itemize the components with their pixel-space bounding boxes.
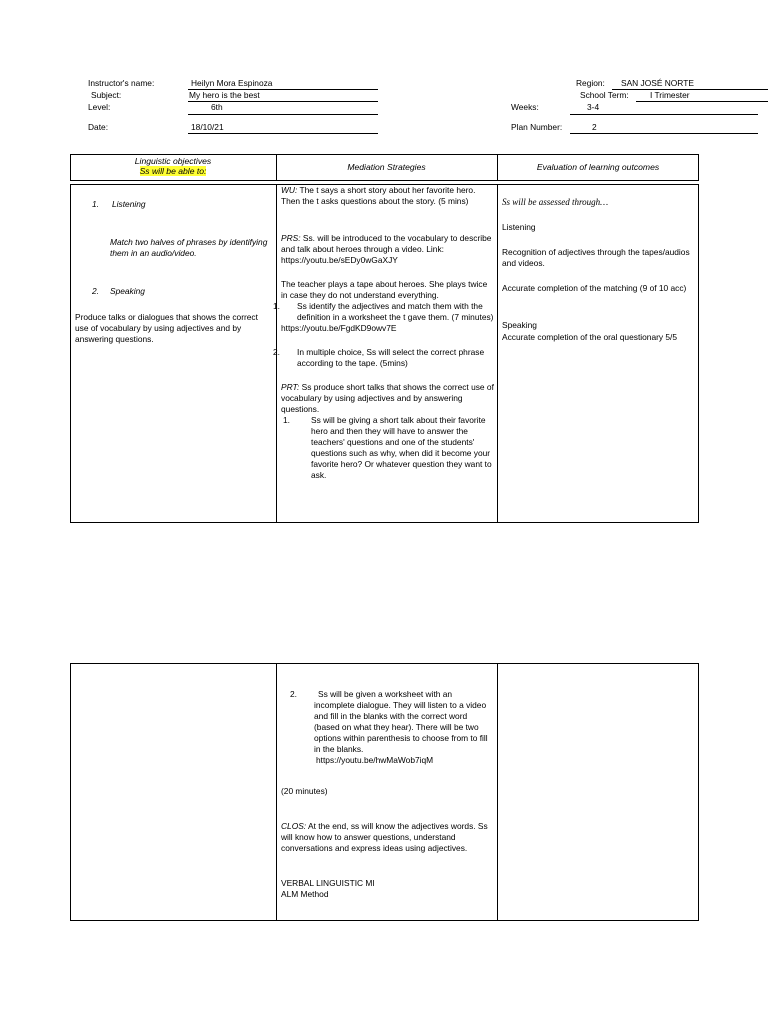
prt-paragraph	[281, 382, 494, 415]
date-label: Date:	[88, 122, 109, 132]
tape-paragraph: The teacher plays a tape about heroes. She plays twice in case they do not understand everything.	[281, 279, 488, 300]
speaking-number: 2.	[92, 286, 99, 296]
step1-text: Ss identify the adjectives and match them with the definition in a worksheet the t gave them. (7 minutes)	[297, 301, 494, 322]
prt-tag: PRT:	[281, 382, 300, 392]
page2-step2	[290, 689, 494, 755]
speaking-description: Produce talks or dialogues that shows the correct use of vocabulary by using adjectives and by answering questions.	[75, 312, 258, 344]
page2-minutes: (20 minutes)	[281, 786, 328, 796]
assessed-through: Ss will be assessed through…	[502, 197, 609, 207]
clos-text: At the end, ss will know the adjectives words. Ss will know how to answer questions, understand conversations and express ideas using adjectives.	[281, 821, 488, 853]
instructor-value: Heilyn Mora Espinoza	[191, 78, 273, 88]
plan-value: 2	[592, 122, 597, 132]
subject-value: My hero is the best	[189, 90, 260, 100]
verbal-linguistic-mi: VERBAL LINGUISTIC MI	[281, 878, 375, 888]
prt-text: Ss produce short talks that shows the correct use of vocabulary by using adjectives and by answering questions.	[281, 382, 494, 414]
weeks-label: Weeks:	[511, 102, 539, 112]
plan-label: Plan Number:	[511, 122, 563, 132]
listening-number: 1.	[92, 199, 99, 209]
term-underline	[636, 101, 768, 102]
eval-recognition: Recognition of adjectives through the tapes/audios and videos.	[502, 247, 690, 268]
body-divider-2	[497, 184, 498, 523]
prt1-number: 1.	[283, 415, 290, 425]
alm-method: ALM Method	[281, 889, 329, 899]
prs-tag: PRS:	[281, 233, 301, 243]
weeks-underline	[570, 114, 758, 115]
listening-label: Listening	[112, 199, 146, 209]
region-underline	[612, 89, 768, 90]
wu-text: The t says a short story about her favorite hero. Then the t asks questions about the story. (5 mins)	[281, 185, 476, 206]
continued-divider-1	[276, 663, 277, 921]
step2-text: In multiple choice, Ss will select the correct phrase according to the tape. (5mins)	[297, 347, 485, 368]
col-objectives-subtitle: Ss will be able to:	[139, 166, 207, 176]
subject-label: Subject:	[91, 90, 122, 100]
speaking-label: Speaking	[110, 286, 145, 296]
col-evaluation-header: Evaluation of learning outcomes	[536, 162, 660, 172]
region-value: SAN JOSÉ NORTE	[621, 78, 694, 88]
page2-step2-link: https://youtu.be/hwMaWob7iqM	[316, 755, 434, 765]
page2-step2-text: Ss will be given a worksheet with an incomplete dialogue. They will listen to a video and fill in the blanks with the correct word (based on what they hear). There will be two options within parenthesis to choose from to fill in the blanks.	[314, 689, 488, 754]
eval-speaking-label: Speaking	[502, 320, 537, 330]
listening-description: Match two halves of phrases by identifying them in an audio/video.	[110, 237, 268, 258]
term-value: I Trimester	[650, 90, 690, 100]
eval-oral: Accurate completion of the oral questionary 5/5	[502, 332, 678, 342]
page2-step2-item	[290, 689, 494, 766]
eval-listening-label: Listening	[502, 222, 536, 232]
date-value: 18/10/21	[191, 122, 224, 132]
col-mediation-header: Mediation Strategies	[347, 162, 426, 172]
prs-text: Ss. will be introduced to the vocabulary to describe and talk about heroes through a video. Link: https://youtu.be/sEDy0wGaXJY	[281, 233, 492, 265]
step1-link: https://youtu.be/FgdKD9owv7E	[281, 323, 397, 333]
prt1-text: Ss will be giving a short talk about their favorite hero and then they will have to answer the teachers' questions and one of the students' questions such as why, when did it become your favorite hero? Or whatever question they want to ask.	[311, 415, 492, 480]
prt1-item	[281, 415, 494, 481]
wu-tag: WU:	[281, 185, 298, 195]
step1-number: 1.	[273, 301, 280, 311]
level-underline	[188, 114, 378, 115]
step2-number: 2.	[273, 347, 280, 357]
col-objectives-header	[70, 156, 276, 176]
continued-divider-2	[497, 663, 498, 921]
clos-paragraph	[281, 821, 494, 854]
wu-paragraph	[281, 185, 494, 207]
page2-step2-number: 2.	[290, 689, 297, 699]
level-label: Level:	[88, 102, 111, 112]
instructor-label: Instructor's name:	[88, 78, 155, 88]
step1-item	[273, 301, 494, 323]
date-underline	[188, 133, 378, 134]
term-label: School Term:	[580, 90, 629, 100]
clos-tag: CLOS:	[281, 821, 307, 831]
plan-underline	[570, 133, 758, 134]
region-label: Region:	[576, 78, 605, 88]
prs-paragraph	[281, 233, 494, 266]
level-value: 6th	[211, 102, 223, 112]
eval-matching: Accurate completion of the matching (9 of 10 acc)	[502, 283, 687, 293]
col-objectives-title: Linguistic objectives	[134, 156, 212, 166]
weeks-value: 3-4	[587, 102, 600, 112]
step2-item	[273, 347, 494, 369]
mediation-cell	[273, 185, 494, 481]
page2-mediation-cell	[281, 786, 494, 900]
